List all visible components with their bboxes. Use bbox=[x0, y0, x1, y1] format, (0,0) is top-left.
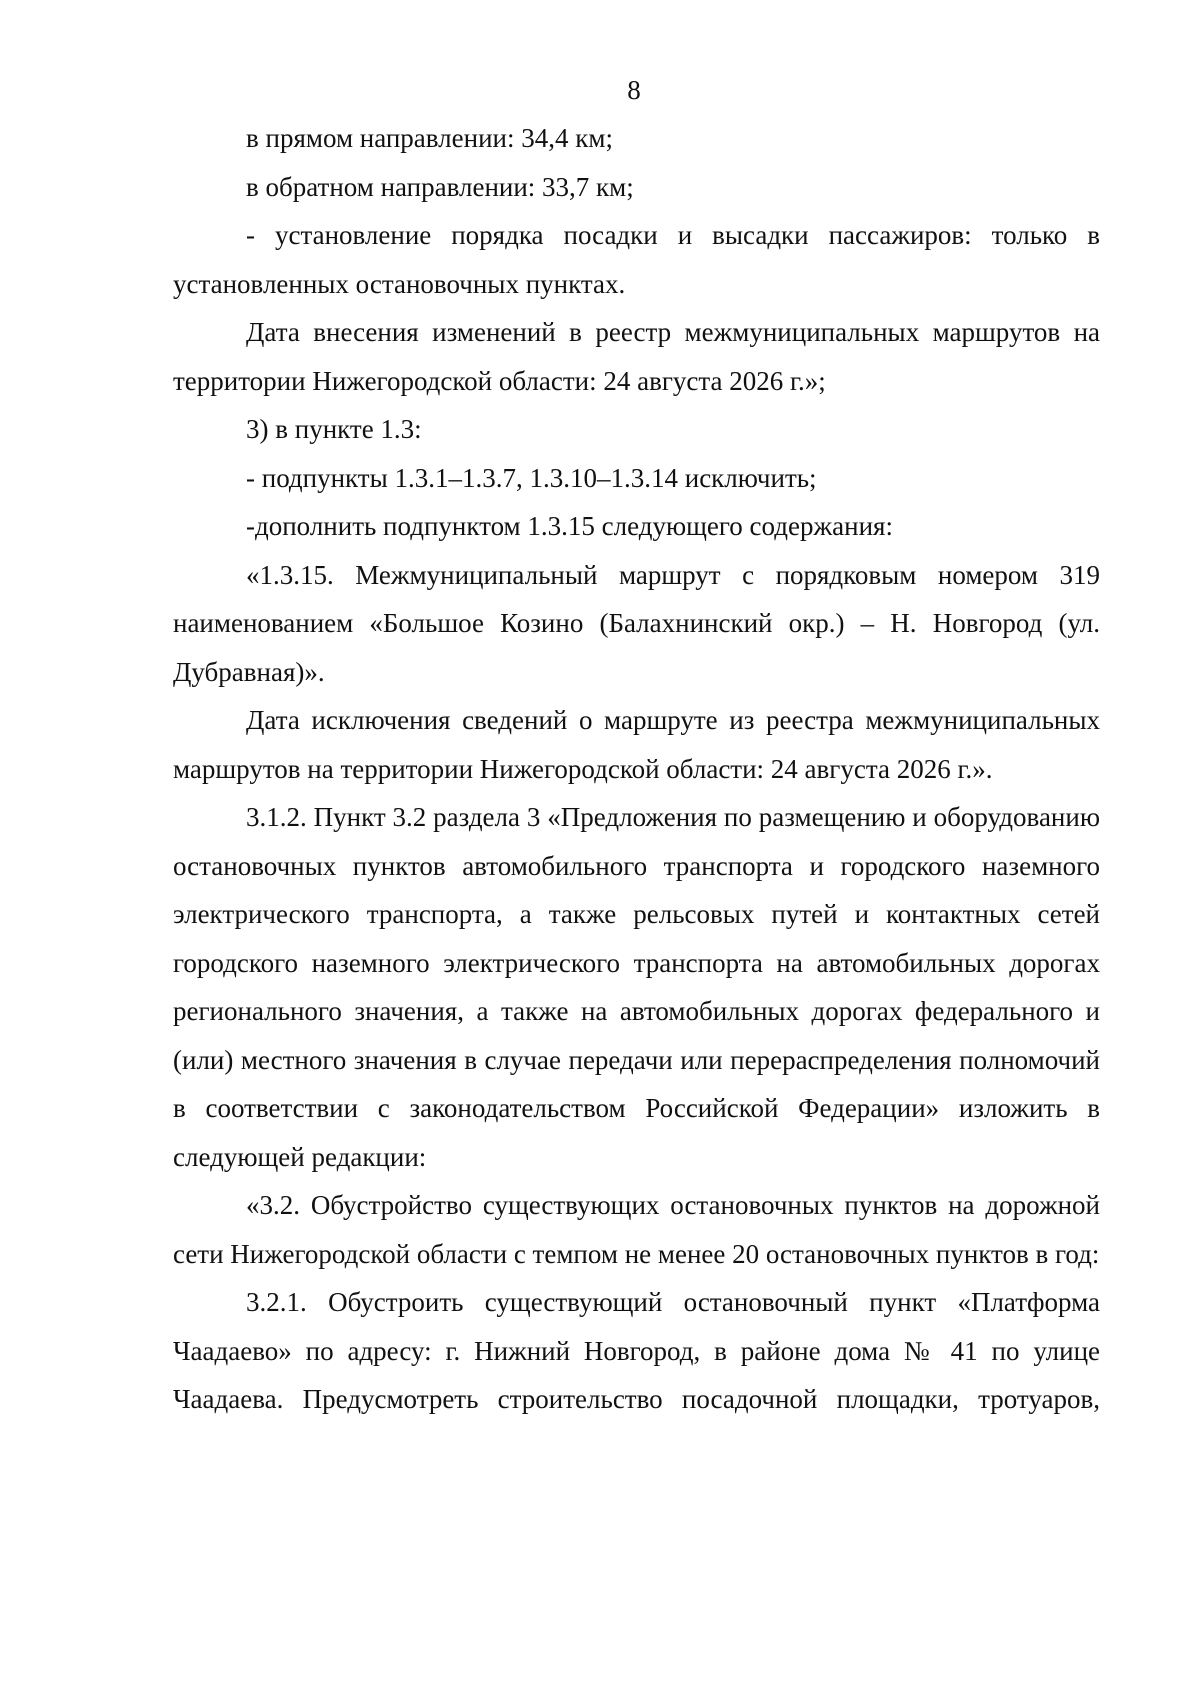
paragraph-3-1-2: 3.1.2. Пункт 3.2 раздела 3 «Предложения по размещению и оборудованию остановочных пунктов автомобильного транспорта и городского наземного электрического транспорта, а также рельсовых путей и контактных сетей городского наземного электрического транспорта на автомобильных дорогах регионального значения, а также на автомобильных дорогах федерального и (или) местного значения в случае передачи или перераспределения полномочий в соответствии с законодательством Российской Федерации» изложить в следующей редакции: bbox=[173, 802, 1100, 1172]
paragraph-registry-change-date: Дата внесения изменений в реестр межмуниципальных маршрутов на территории Нижегородской области: 24 августа 2026 г.»; bbox=[173, 317, 1100, 396]
paragraph-add-subitem: -дополнить подпунктом 1.3.15 следующего содержания: bbox=[246, 511, 893, 541]
paragraph-item-1-3: 3) в пункте 1.3: bbox=[246, 414, 422, 444]
paragraph-3-2-1: 3.2.1. Обустроить существующий остановочный пункт «Платформа Чаадаево» по адресу: г. Нижний Новгород, в районе дома № 41 по улице Чаадаева. Предусмотреть строительство посадочной площадки, тротуаров, bbox=[173, 1287, 1100, 1414]
paragraph-boarding-procedure: - установление порядка посадки и высадки пассажиров: только в установленных остановочных пунктах. bbox=[173, 220, 1100, 299]
paragraph-exclusion-date: Дата исключения сведений о маршруте из реестра межмуниципальных маршрутов на территории Нижегородской области: 24 августа 2026 г.». bbox=[173, 705, 1100, 784]
paragraph-3-2: «3.2. Обустройство существующих остановочных пунктов на дорожной сети Нижегородской области с темпом не менее 20 остановочных пунктов в год: bbox=[173, 1190, 1100, 1269]
paragraph-subitems-excluded: - подпункты 1.3.1–1.3.7, 1.3.10–1.3.14 исключить; bbox=[246, 462, 817, 493]
paragraph-forward-distance: в прямом направлении: 34,4 км; bbox=[246, 123, 613, 153]
paragraph-reverse-distance: в обратном направлении: 33,7 км; bbox=[246, 171, 634, 202]
paragraph-route-319: «1.3.15. Межмуниципальный маршрут с порядковым номером 319 наименованием «Большое Козино (Балахнинский окр.) – Н. Новгород (ул. Дубравная)». bbox=[173, 559, 1100, 687]
page-number: 8 bbox=[627, 75, 641, 105]
document-body bbox=[173, 114, 1100, 1424]
